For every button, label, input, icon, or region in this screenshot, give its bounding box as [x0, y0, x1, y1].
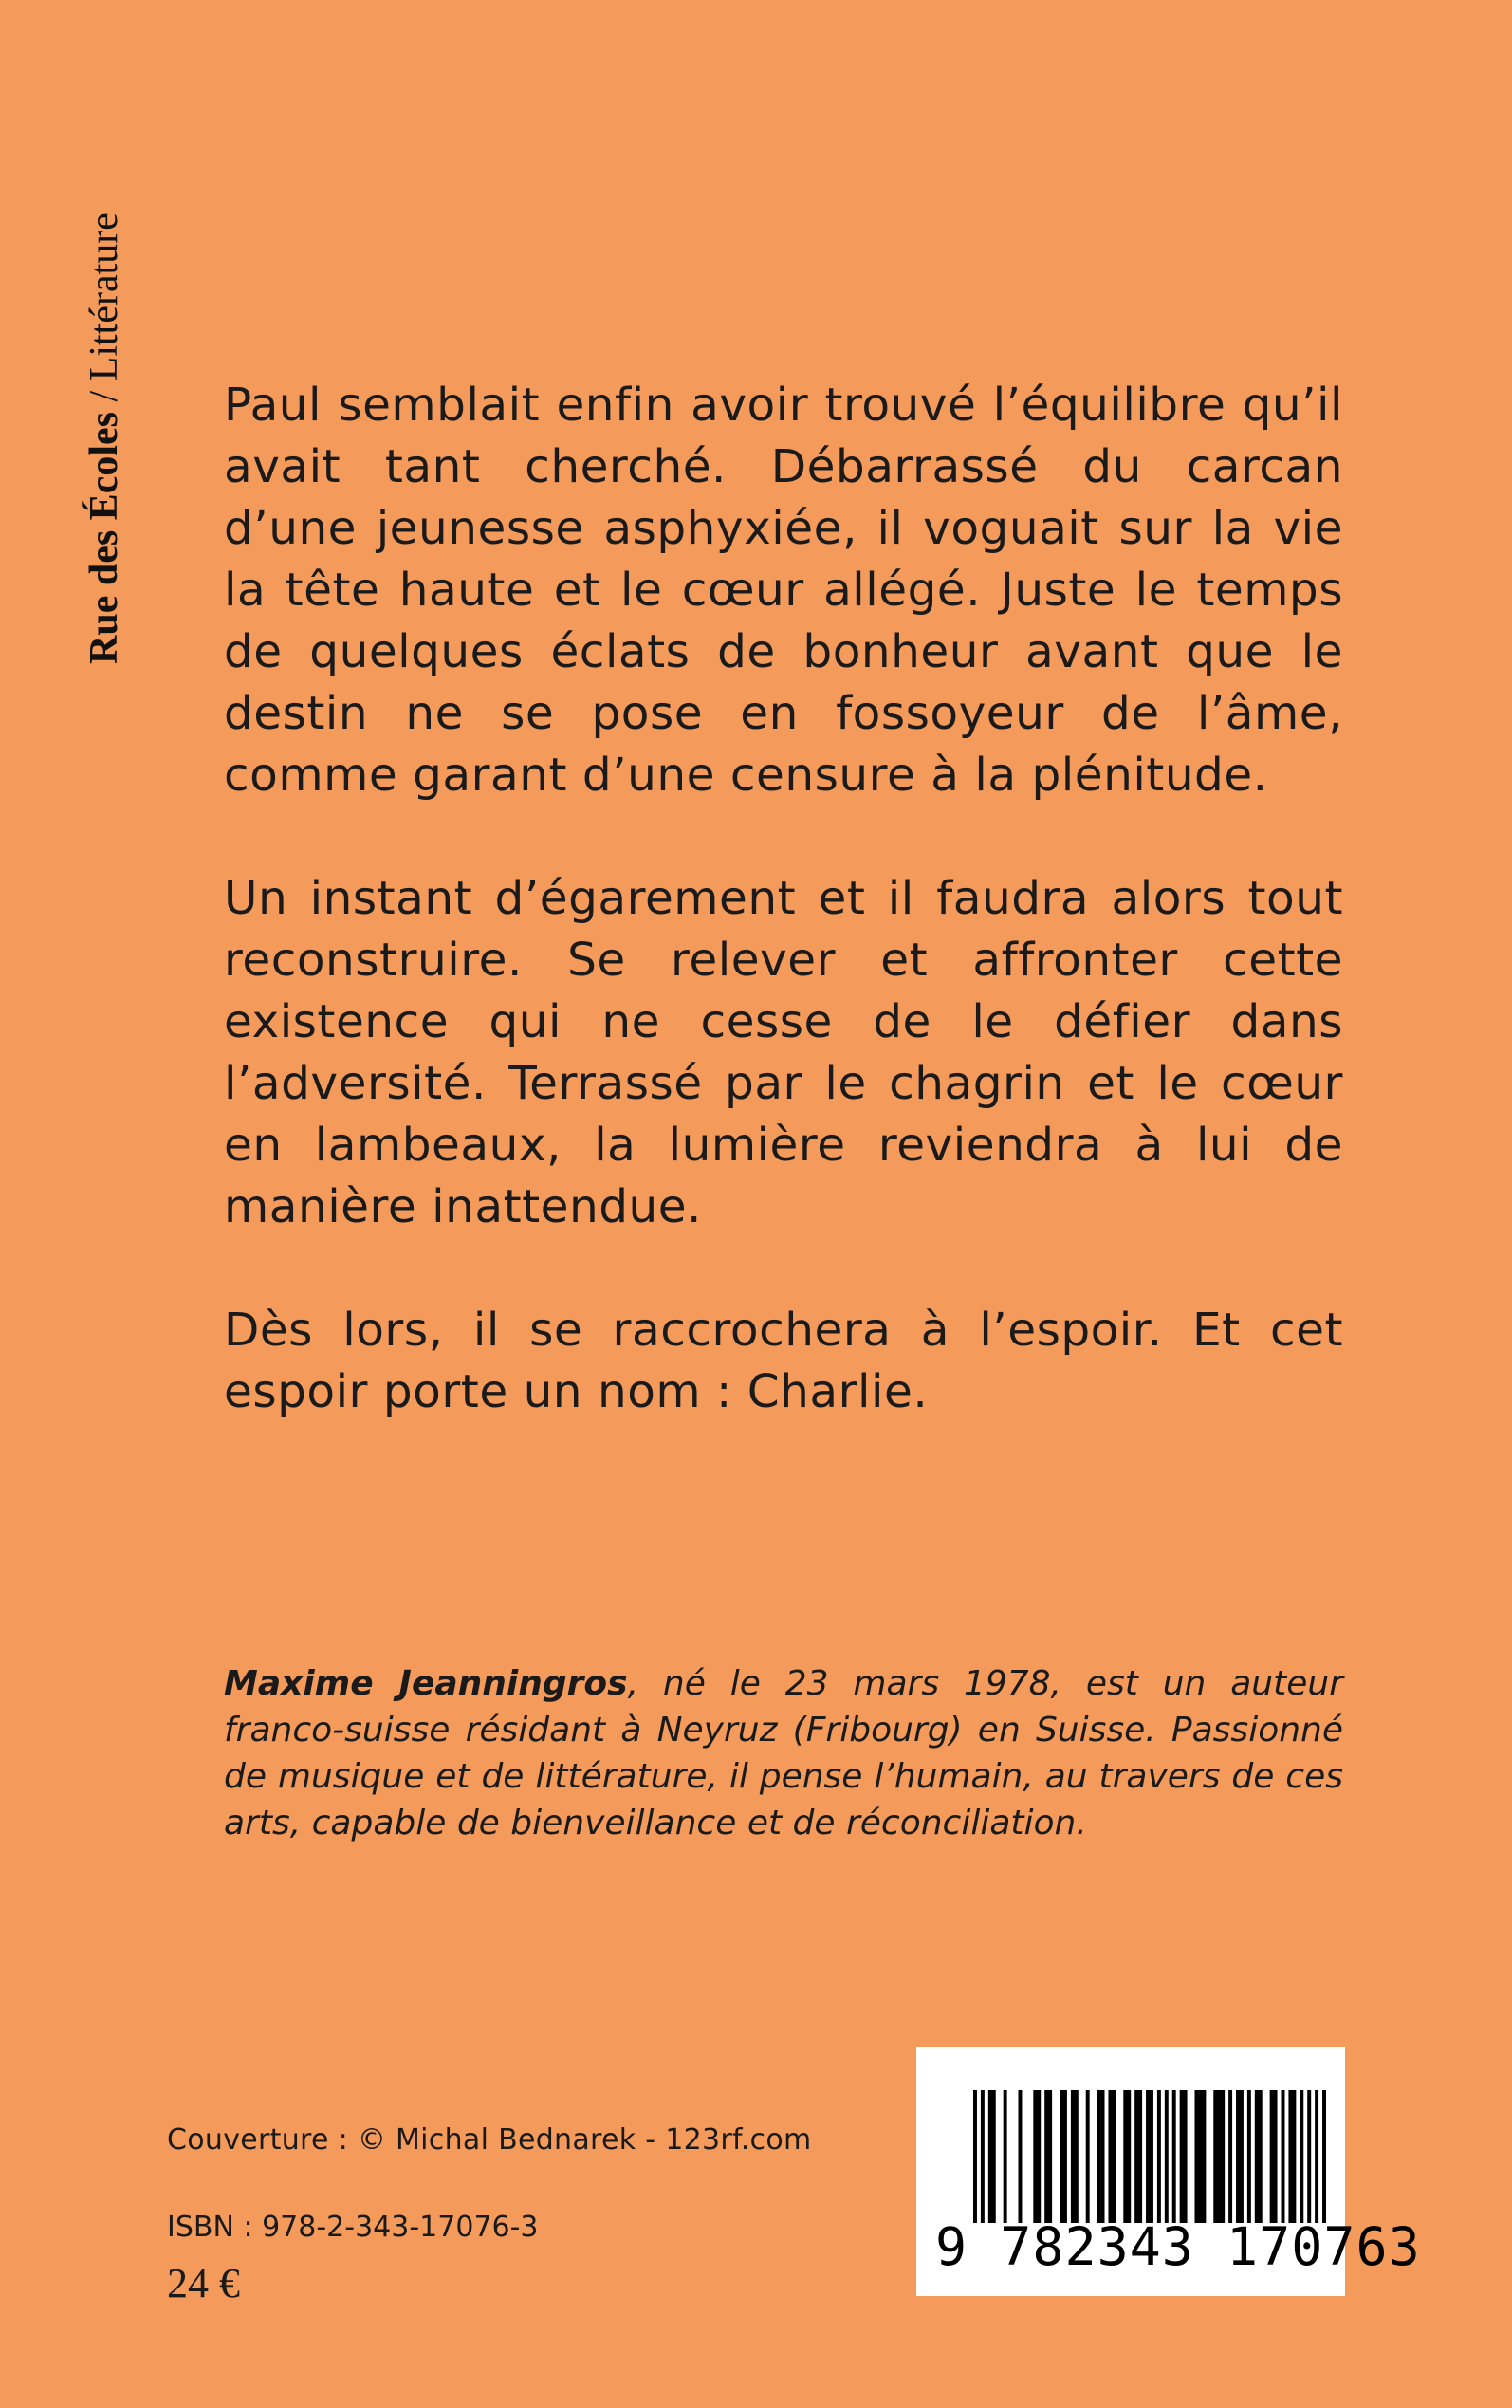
barcode-bar	[1004, 2090, 1007, 2223]
barcode-bar	[1071, 2090, 1079, 2223]
back-cover-blurb	[224, 375, 1343, 1485]
blurb-paragraph: Paul semblait enfin avoir trouvé l’équilibre qu’il avait tant cherché. Débarrassé du carcan d’une jeunesse asphyxiée, il voguait sur la vie la tête haute et le cœur allégé. Juste le temps de quelques éclats de bonheur avant que le destin ne se pose en fossoyeur de l’âme, comme garant d’une censure à la plénitude.	[224, 379, 1343, 802]
barcode-bar	[1044, 2090, 1052, 2223]
author-name: Maxime Jeanningros	[224, 1664, 628, 1703]
barcode-bar	[1307, 2090, 1311, 2223]
barcode-bar	[1134, 2090, 1142, 2223]
barcode-bar	[1123, 2090, 1131, 2223]
author-bio	[224, 1660, 1343, 1846]
barcode-bar	[1165, 2090, 1169, 2223]
isbn: ISBN : 978-2-343-17076-3	[167, 2211, 539, 2244]
spine-label	[66, 95, 142, 664]
barcode-bar	[1097, 2090, 1105, 2223]
barcode-bar	[1315, 2090, 1318, 2223]
barcode-bar	[1228, 2090, 1232, 2223]
barcode-bar	[1255, 2090, 1263, 2223]
blurb-paragraph: Dès lors, il se raccrochera à l’espoir. Et cet espoir porte un nom : Charlie.	[224, 1304, 1343, 1418]
barcode-bar	[1213, 2090, 1225, 2223]
barcode-bar	[1018, 2090, 1022, 2223]
blurb-paragraph: Un instant d’égarement et il faudra alors tout reconstruire. Se relever et affronter cette existence qui ne cesse de le défier dans l’adversité. Terrassé par le chagrin et le cœur en lambeaux, la lumière reviendra à lui de manière inattendue.	[224, 872, 1343, 1233]
barcode-bar	[1033, 2090, 1041, 2223]
author-bio-text: , né le 23 mars 1978, est un auteur franco-suisse résidant à Neyruz (Fribourg) en Suisse. Passionné de musique et de littérature, il pense l’humain, au travers de ces arts, capable de bienveillance et de réconciliation.	[224, 1664, 1343, 1843]
barcode-bar	[1288, 2090, 1296, 2223]
barcode-bar	[973, 2090, 977, 2223]
barcode-bar	[1086, 2090, 1090, 2223]
barcode-bar	[1157, 2090, 1161, 2223]
barcode-bar	[1247, 2090, 1251, 2223]
spine-separator: /	[83, 380, 126, 412]
series-name: Rue des Écoles	[83, 412, 126, 664]
barcode-bar	[1322, 2090, 1326, 2223]
category-name: Littérature	[83, 213, 126, 381]
barcode-bar	[1146, 2090, 1153, 2223]
barcode-bar	[1180, 2090, 1188, 2223]
barcode-bar	[988, 2090, 996, 2223]
cover-credit: Couverture : © Michal Bednarek - 123rf.com	[167, 2123, 812, 2157]
barcode-bar	[1282, 2090, 1285, 2223]
barcode-bar	[1172, 2090, 1176, 2223]
barcode-bar	[1108, 2090, 1116, 2223]
barcode-digits: 9 782343 170763	[935, 2216, 1421, 2277]
barcode-bar	[1270, 2090, 1278, 2223]
barcode-bar	[1060, 2090, 1067, 2223]
barcode-bar	[1236, 2090, 1244, 2223]
barcode-bar	[981, 2090, 985, 2223]
barcode	[916, 2047, 1421, 2296]
price: 24 €	[167, 2260, 240, 2306]
barcode-bar	[1194, 2090, 1206, 2223]
barcode-bar	[1300, 2090, 1303, 2223]
